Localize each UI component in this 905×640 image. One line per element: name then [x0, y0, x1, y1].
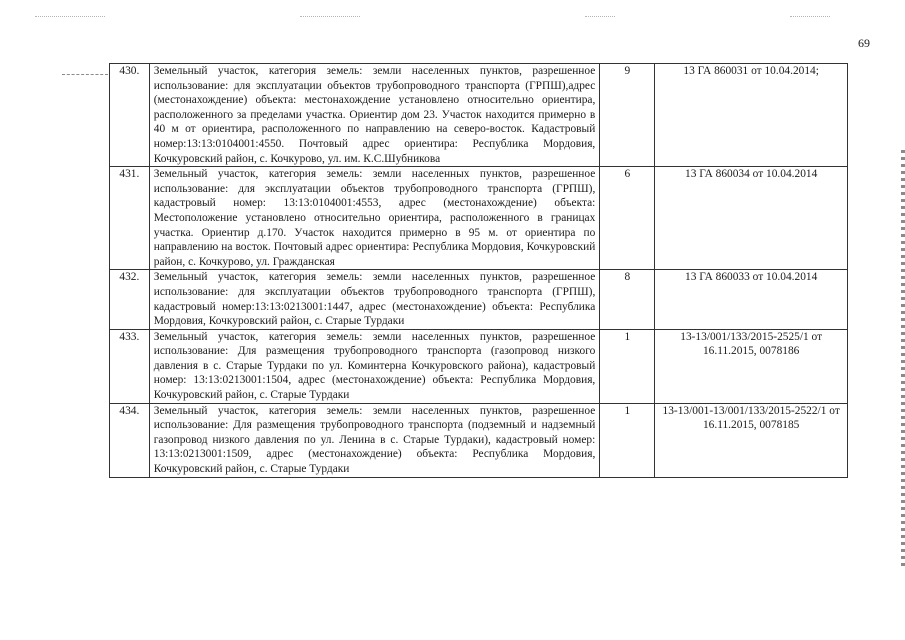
row-description: Земельный участок, категория земель: земли населенных пунктов, разрешенное использование: для эксплуатации объектов трубопроводного транспорта (ГРПШ), кадастровый номер: 13:13:0104001:4553, адрес (местонахождение) объекта: Местоположение установлено относительно ориентира, расположенного в границах участка. Ориентир д.170. Участок находится примерно в 95 м. от ориентира по направлению на восток. Почтовый адрес ориентира: Республика Мордовия, Кочкуровский район, с. Кочкурово, ул. Гражданская — [149, 167, 600, 270]
table-row — [110, 270, 848, 329]
row-document: 13 ГА 860034 от 10.04.2014 — [655, 167, 848, 270]
scan-artifact-top — [790, 16, 830, 18]
row-quantity: 1 — [600, 329, 655, 403]
scan-artifact-top — [35, 16, 105, 18]
row-description: Земельный участок, категория земель: земли населенных пунктов, разрешенное использование: Для размещения трубопроводного транспорта (подземный и надземный газопровод низкого давления по ул. Ленина в с. Старые Турдаки), кадастровый номер: 13:13:0213001:1509, адрес (местонахождение) объекта: Республика Мордовия, Кочкуровский район, с. Старые Турдаки — [149, 403, 600, 477]
row-description: Земельный участок, категория земель: земли населенных пунктов, разрешенное использование: Для размещения трубопроводного транспорта (газопровод низкого давления в с. Старые Турдаки по ул. Коминтерна Кочкуровского района), кадастровый номер: 13:13:0213001:1504, адрес (местонахождение) объекта: Республика Мордовия, Кочкуровский район, с. Старые Турдаки — [149, 329, 600, 403]
row-number: 434. — [110, 403, 150, 477]
row-quantity: 6 — [600, 167, 655, 270]
row-quantity: 1 — [600, 403, 655, 477]
scan-edge-artifact — [901, 150, 905, 570]
row-number: 433. — [110, 329, 150, 403]
row-number: 431. — [110, 167, 150, 270]
table-row — [110, 403, 848, 477]
scan-artifact-left — [62, 74, 108, 75]
page-number: 69 — [858, 36, 870, 50]
scan-artifact-top — [585, 16, 615, 18]
row-number: 432. — [110, 270, 150, 329]
scan-artifact-top — [300, 16, 360, 18]
row-quantity: 8 — [600, 270, 655, 329]
row-document: 13 ГА 860033 от 10.04.2014 — [655, 270, 848, 329]
row-document: 13-13/001-13/001/133/2015-2522/1 от 16.11.2015, 0078185 — [655, 403, 848, 477]
table-row — [110, 329, 848, 403]
row-quantity: 9 — [600, 64, 655, 167]
table-row — [110, 167, 848, 270]
table-row — [110, 64, 848, 167]
registry-table — [109, 63, 848, 478]
row-description: Земельный участок, категория земель: земли населенных пунктов, разрешенное использование: для эксплуатации объектов трубопроводного транспорта (ГРПШ), кадастровый номер:13:13:0213001:1447, адрес (местонахождение) объекта: Республика Мордовия, Кочкуровский район, с. Старые Турдаки — [149, 270, 600, 329]
row-description: Земельный участок, категория земель: земли населенных пунктов, разрешенное использование: для эксплуатации объектов трубопроводного транспорта (ГРПШ),адрес (местонахождение) объекта: местонахождение установлено относительно ориентира, расположенного за пределами участка. Ориентир дом 23. Участок находится примерно в 40 м от ориентира, расположенного по направлению на северо-восток. Кадастровый номер:13:13:0104001:4550. Почтовый адрес ориентира: Республика Мордовия, Кочкуровский район, с. Кочкурово, ул. им. К.С.Шубникова — [149, 64, 600, 167]
row-document: 13 ГА 860031 от 10.04.2014; — [655, 64, 848, 167]
row-number: 430. — [110, 64, 150, 167]
row-document: 13-13/001/133/2015-2525/1 от 16.11.2015, 0078186 — [655, 329, 848, 403]
